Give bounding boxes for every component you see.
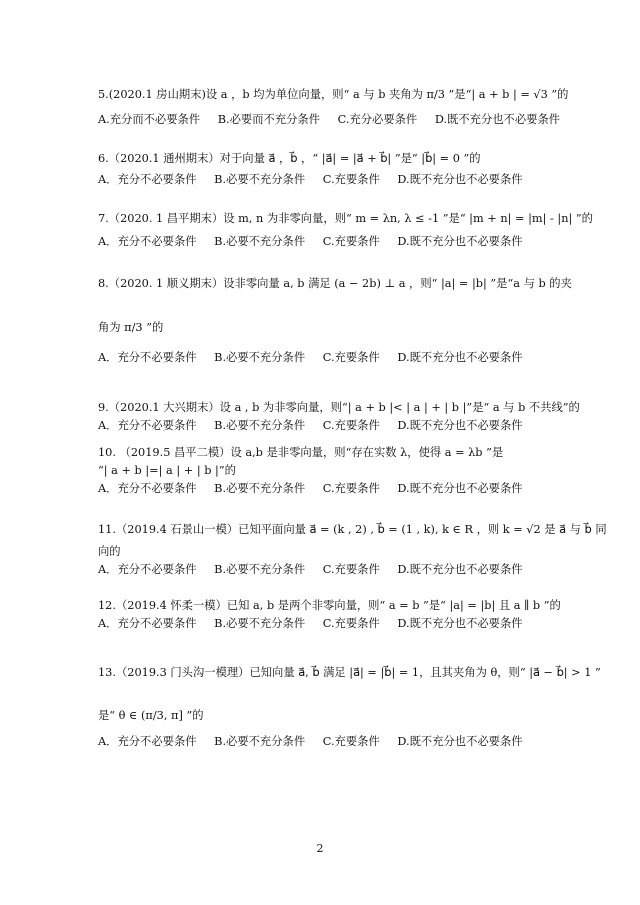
option-a: A．充分不必要条件	[98, 173, 197, 186]
question-stem: 6.（2020.1 通州期末）对于向量 a⃗ ，b⃗ ，“ |a⃗| = |a⃗ + b⃗| ”是“ |b⃗| = 0 ”的	[98, 152, 481, 165]
question-stem: 9.（2020.1 大兴期末）设 a , b 为非零向量，则“| a + b |< | a | + | b |”是“ a 与 b 不共线”的	[98, 401, 580, 414]
option-d: D.既不充分也不必要条件	[434, 113, 561, 126]
option-a: A．充分不必要条件	[98, 563, 197, 576]
question-options	[98, 111, 574, 128]
question-options	[98, 417, 537, 434]
option-d: D.既不充分也不必要条件	[397, 617, 523, 630]
option-c: C.充要条件	[322, 419, 380, 432]
question-options	[98, 349, 537, 366]
option-a: A．充分不必要条件	[98, 482, 197, 495]
question-options	[98, 480, 537, 497]
option-b: B.必要不充分条件	[214, 735, 306, 748]
option-c: C.充要条件	[322, 173, 380, 186]
option-a: A．充分不必要条件	[98, 351, 197, 364]
page-number: 2	[316, 842, 324, 855]
option-b: B.必要不充分条件	[214, 617, 306, 630]
option-b: B.必要而不充分条件	[217, 113, 321, 126]
option-a: A．充分不必要条件	[98, 617, 197, 630]
option-c: C.充要条件	[322, 351, 380, 364]
option-c: C.充分必要条件	[337, 113, 418, 126]
option-a: A．充分不必要条件	[98, 419, 197, 432]
question-stem: 12.（2019.4 怀柔一模）已知 a, b 是两个非零向量，则“ a = b ”是“ |a| = |b| 且 a ∥ b ”的	[98, 599, 561, 612]
option-c: C.充要条件	[322, 735, 380, 748]
question-stem-continued: 是“ θ ∈ (π/3, π] ”的	[98, 709, 204, 722]
option-d: D.既不充分也不必要条件	[397, 735, 523, 748]
option-b: B.必要不充分条件	[214, 351, 306, 364]
question-options	[98, 615, 537, 632]
option-d: D.既不充分也不必要条件	[397, 482, 523, 495]
question-stem: 8.（2020. 1 顺义期末）设非零向量 a, b 满足 (a − 2b) ⊥ a ，则“ |a| = |b| ”是“a 与 b 的夹	[98, 277, 572, 290]
option-d: D.既不充分也不必要条件	[397, 173, 523, 186]
option-c: C.充要条件	[322, 482, 380, 495]
option-a: A.充分而不必要条件	[98, 113, 201, 126]
option-d: D.既不充分也不必要条件	[397, 235, 523, 248]
option-c: C.充要条件	[322, 617, 380, 630]
question-options	[98, 561, 537, 578]
option-b: B.必要不充分条件	[214, 173, 306, 186]
question-stem: 7.（2020. 1 昌平期末）设 m, n 为非零向量，则“ m = λn, λ ≤ -1 ”是“ |m + n| = |m| - |n| ”的	[98, 212, 593, 225]
option-d: D.既不充分也不必要条件	[397, 563, 523, 576]
question-stem: 13.（2019.3 门头沟一模理）已知向量 a⃗, b⃗ 满足 |a⃗| = |b⃗| = 1，且其夹角为 θ，则“ |a⃗ − b⃗| > 1 ”	[98, 666, 601, 679]
option-c: C.充要条件	[322, 563, 380, 576]
question-stem: 5.(2020.1 房山期末)设 a ，b 均为单位向量，则“ a 与 b 夹角为 π/3 ”是“| a + b | = √3 ”的	[98, 88, 569, 101]
question-options	[98, 233, 537, 250]
option-d: D.既不充分也不必要条件	[397, 351, 523, 364]
option-d: D.既不充分也不必要条件	[397, 419, 523, 432]
option-c: C.充要条件	[322, 235, 380, 248]
question-options	[98, 733, 537, 750]
option-a: A．充分不必要条件	[98, 235, 197, 248]
option-a: A．充分不必要条件	[98, 735, 197, 748]
option-b: B.必要不充分条件	[214, 419, 306, 432]
question-stem: 11.（2019.4 石景山一模）已知平面向量 a⃗ = (k , 2) , b⃗ = (1 , k), k ∈ R ，则 k = √2 是 a⃗ 与 b⃗ 同	[98, 523, 607, 536]
question-stem-continued: 角为 π/3 ”的	[98, 321, 164, 334]
question-stem-continued: “| a + b |=| a | + | b |”的	[98, 464, 236, 477]
option-b: B.必要不充分条件	[214, 235, 306, 248]
question-stem: 10. （2019.5 昌平二模）设 a,b 是非零向量，则“存在实数 λ，使得 a = λb ”是	[98, 446, 504, 459]
option-b: B.必要不充分条件	[214, 563, 306, 576]
question-options	[98, 171, 537, 188]
option-b: B.必要不充分条件	[214, 482, 306, 495]
question-stem-continued: 向的	[98, 545, 121, 558]
